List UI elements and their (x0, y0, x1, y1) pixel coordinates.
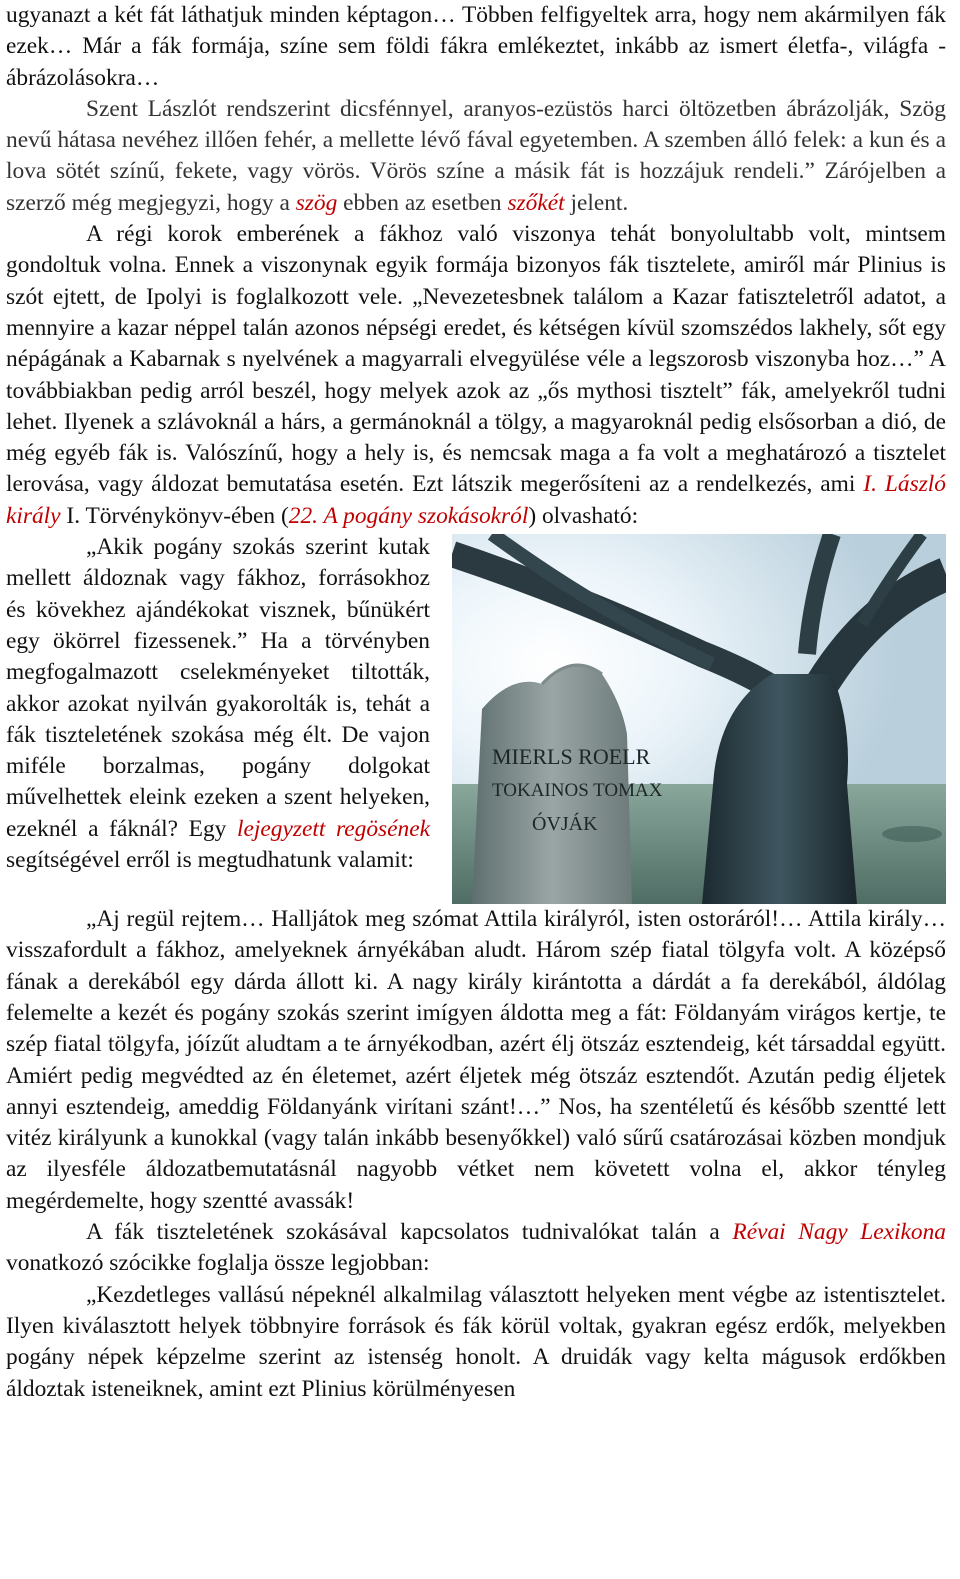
link-pogany-szokasokrol[interactable]: 22. A pogány szokásokról (288, 502, 529, 529)
link-szog[interactable]: szög (295, 189, 338, 216)
stone-inscription-line-2: TOKAINOS TOMAX (492, 780, 663, 802)
paragraph-4-quote: „Akik pogány szokás szerint kutak mellett áldoznak vagy fákhoz, forrásokhoz és kövekhez ajándékokat visznek, bűnükért egy ökörrel fizessenek.” Ha a törvényben megfogalmazott cselekményeket tiltották, akkor azokat nyilván gyakorolták is, tehát a fák tiszteletének szokása még élt. De vajon miféle borzalmas, pogány dolgokat művelhettek eleink ezeken a szent helyeken, ezeknél a fáknál? Egy (6, 534, 430, 842)
paragraph-3-text: Ennek a viszonynak egyik formája bizonyos fák tisztelete, amiről már Plinius is szót ejtett, de Ipolyi is foglalkozott vele. „Nevezetesbnek találom a Kazar fatiszteletről adatot, a mennyire a kazar néppel talán azonos népségi eredet, és kétségen kívül szomszédos lakhely, sőt egy népágának a Kabarnak s nyelvének a magyarrali elvegyülése véle a legszorosb viszonyba hoz…” A továbbiakban pedig arról beszél, hogy melyek azok az „ős mythosi tisztelt” fák, amelyekről tudni lehet. Ilyenek a szlávoknál a hárs, a germánoknál a tölgy, a magyaroknál pedig elsősorban a dió, de még egyéb fák is. Valószínű, hogy a hely is, és nemcsak maga a fa volt a meghatározó a tisztelet lerovása, vagy áldozat bemutatása esetén. Ezt látszik megerősíteni az a rendelkezés, ami (6, 252, 946, 498)
paragraph-2-end: jelent. (564, 189, 629, 216)
paragraph-3-cont: I. Törvénykönyv-ében ( (60, 502, 289, 529)
paragraph-6 (6, 1217, 946, 1280)
stone-inscription-line-1: MIERLS ROELR (492, 744, 651, 770)
stone-inscription-line-3: ÓVJÁK (532, 813, 598, 836)
paragraph-3 (6, 219, 946, 532)
paragraph-3-end: ) olvasható: (528, 502, 639, 529)
paragraph-4-end: segítségével erről is megtudhatunk valamit: (6, 847, 414, 874)
quote-with-figure (6, 532, 946, 904)
paragraph-2-text: Szent Lászlót rendszerint dicsfénnyel, aranyos-ezüstös harci öltözetben ábrázolják, Szög nevű hátasa nevéhez illően fehér, a mellette lévő fával egyetemben. A szemben álló felek: a kun és a lova sötét színű, fekete, vagy vörös. Vörös színe a másik fát is hozzájuk rendeli. (6, 95, 946, 185)
paragraph-6-end: vonatkozó szócikke foglalja össze legjobban: (6, 1250, 430, 1277)
tree-stone-image (452, 534, 946, 904)
paragraph-2-cont: ebben az esetben (337, 189, 508, 216)
paragraph-1: ugyanazt a két fát láthatjuk minden képtagon… Többen felfigyeltek arra, hogy nem akármilyen fák ezek… Már a fák formája, színe sem földi fákra emlékeztet, inkább az ismert életfa-, világfa - ábrázolásokra… (6, 2, 946, 91)
tree-photo (452, 534, 946, 904)
paragraph-2 (6, 94, 946, 219)
paragraph-3-lead: A régi korok emberének a fákhoz való viszonya tehát bonyolultabb volt, mintsem gondoltuk volna. (6, 221, 946, 279)
link-revai-nagy-lexikona[interactable]: Révai Nagy Lexikona (732, 1219, 946, 1246)
link-szoket[interactable]: szőkét (507, 189, 565, 216)
paragraph-7: „Kezdetleges vallású népeknél alkalmilag választott helyeken ment végbe az istentisztelet. Ilyen kiválasztott helyek többnyire források és fák körül voltak, gyakran egész erdők, melyekben pogány népek képzelme szerint az istenség honolt. A druidák vagy kelta mágusok erdőkben áldoztak isteneiknek, amint ezt Plinius körülményesen (6, 1281, 946, 1402)
paragraph-5: „Aj regül rejtem… Halljátok meg szómat Attila királyról, isten ostoráról!… Attila király…visszafordult a fákhoz, amelyeknek árnyékában aludt. Három szép fiatal tölgyfa volt. A középső fának a derekából egy dárda állott ki. A nagy király kirántotta a dárdát a fa derekából, áldólag felemelte a kezét és pogány szokás szerint imígyen áldotta meg a fát: Földanyám virágos kertje, te szép fiatal tölgyfa, jóízűt aludtam a te árnyékodban, azért élj ötszáz esztendeig, két társaddal együtt. Amiért pedig megvédted az én életemet, azért éljetek még ötszáz esztendőt. Azután pedig éljetek annyi esztendeig, ameddig Földanyánk virítani szánt!…” Nos, ha szentéletű és később szentté lett vitéz királyunk a kunokkal (vagy talán inkább besenyőkkel) való sűrű csatározásai közben mondjuk az ilyesféle áldozatbemutatásnál nagyobb vétket nem követett volna el, akkor tényleg megérdemelte, hogy szentté avassák! (6, 906, 946, 1214)
paragraph-2-note: ” Zárójelben a szerző még megjegyzi, hogy a (6, 158, 947, 216)
paragraph-6-text: A fák tiszteletének szokásával kapcsolatos tudnivalókat talán a (86, 1219, 733, 1246)
link-lejegyzett-regosenek[interactable]: lejegyzett regösének (237, 815, 430, 842)
link-laszlo-kiraly[interactable]: I. László király (6, 471, 946, 529)
